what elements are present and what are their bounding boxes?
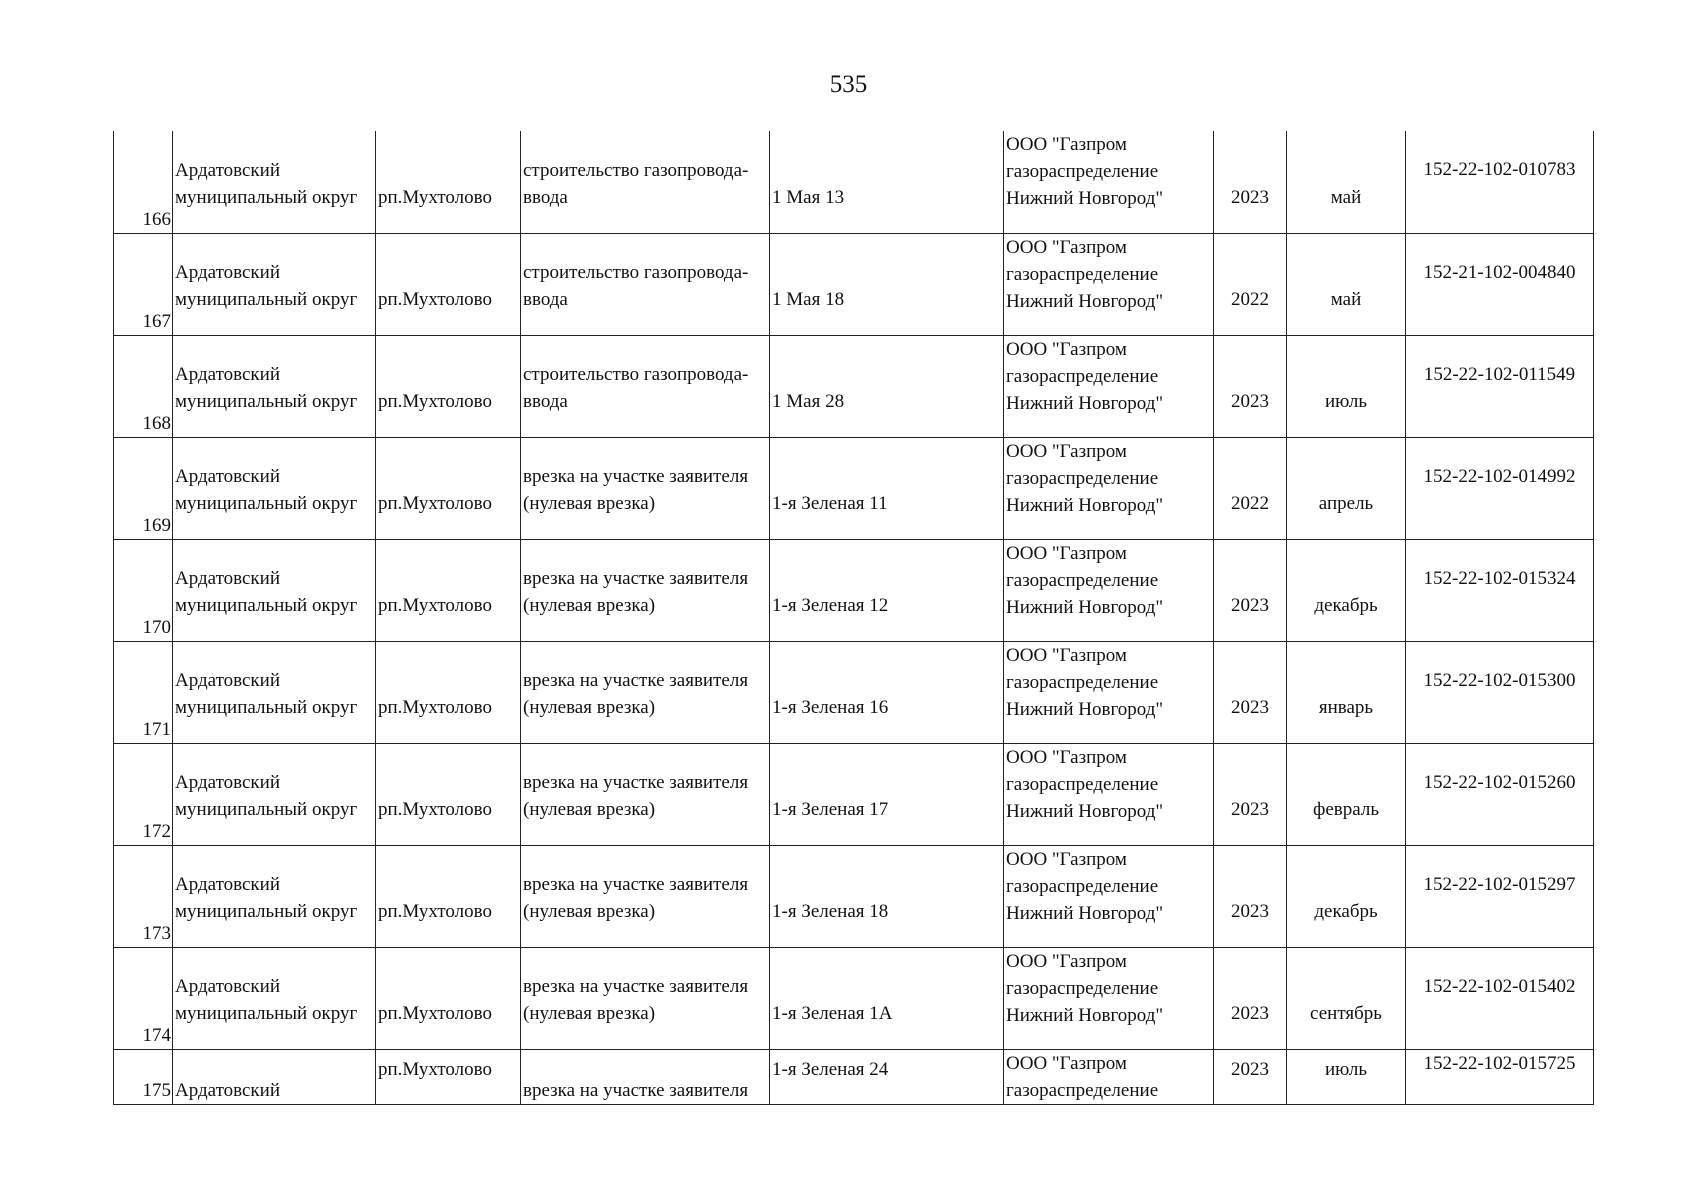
gasification-table (113, 131, 1594, 1105)
work-type-cell-line: врезка на участке заявителя (523, 975, 749, 997)
district-cell-line: муниципальный округ (175, 288, 358, 310)
settlement-cell-line: рп.Мухтолово (378, 798, 492, 820)
organization-cell-line: ООО "Газпром (1006, 440, 1127, 462)
organization-cell-line: газораспределение (1006, 773, 1159, 795)
settlement-cell (376, 437, 521, 539)
settlement-cell (376, 947, 521, 1049)
address-cell (770, 437, 1004, 539)
organization-cell-line: газораспределение (1006, 1079, 1159, 1101)
table-row (114, 947, 1594, 1049)
application-id-cell (1406, 335, 1594, 437)
work-type-cell-line: (нулевая врезка) (523, 798, 656, 820)
district-cell-line: Ардатовский (175, 363, 280, 385)
row-number (114, 845, 173, 947)
month-cell (1287, 233, 1406, 335)
year-cell (1214, 437, 1287, 539)
district-cell (173, 947, 376, 1049)
district-cell-line: муниципальный округ (175, 798, 358, 820)
application-id-cell-line: 152-22-102-011549 (1423, 363, 1576, 385)
month-cell-line: май (1330, 186, 1362, 208)
work-type-cell-line: (нулевая врезка) (523, 594, 656, 616)
district-cell-line: Ардатовский (175, 1079, 280, 1101)
application-id-cell-line: 152-22-102-015300 (1423, 669, 1576, 691)
organization-cell (1004, 1049, 1214, 1104)
settlement-cell-line: рп.Мухтолово (378, 186, 492, 208)
district-cell (173, 233, 376, 335)
district-cell-line: муниципальный округ (175, 594, 358, 616)
address-cell-line: 1-я Зеленая 24 (772, 1058, 889, 1080)
organization-cell-line: ООО "Газпром (1006, 338, 1127, 360)
month-cell-line: декабрь (1314, 900, 1378, 922)
year-cell (1214, 131, 1287, 233)
settlement-cell (376, 539, 521, 641)
organization-cell-line: газораспределение (1006, 263, 1159, 285)
settlement-cell-line: рп.Мухтолово (378, 1002, 492, 1024)
organization-cell (1004, 539, 1214, 641)
organization-cell-line: Нижний Новгород" (1006, 902, 1164, 924)
work-type-cell-line: ввода (523, 390, 568, 412)
settlement-cell (376, 131, 521, 233)
work-type-cell-line: строительство газопровода- (523, 363, 749, 385)
settlement-cell (376, 743, 521, 845)
row-number-line: 171 (142, 718, 171, 740)
address-cell-line: 1 Мая 18 (772, 288, 845, 310)
month-cell (1287, 947, 1406, 1049)
organization-cell-line: Нижний Новгород" (1006, 698, 1164, 720)
month-cell (1287, 437, 1406, 539)
table-row (114, 233, 1594, 335)
address-cell-line: 1-я Зеленая 12 (772, 594, 889, 616)
table-row (114, 437, 1594, 539)
organization-cell-line: газораспределение (1006, 161, 1159, 182)
settlement-cell (376, 1049, 521, 1104)
application-id-cell (1406, 1049, 1594, 1104)
address-cell (770, 131, 1004, 233)
month-cell-line: июль (1324, 390, 1368, 412)
organization-cell-line: Нижний Новгород" (1006, 800, 1164, 822)
address-cell (770, 1049, 1004, 1104)
row-number (114, 335, 173, 437)
district-cell-line: Ардатовский (175, 159, 280, 181)
address-cell-line: 1-я Зеленая 1А (772, 1002, 893, 1024)
district-cell-line: Ардатовский (175, 261, 280, 283)
month-cell-line: июль (1324, 1058, 1368, 1080)
year-cell (1214, 539, 1287, 641)
organization-cell (1004, 947, 1214, 1049)
application-id-cell-line: 152-22-102-010783 (1423, 159, 1576, 180)
row-number-line: 167 (142, 310, 171, 332)
district-cell (173, 743, 376, 845)
organization-cell-line: ООО "Газпром (1006, 134, 1127, 155)
work-type-cell-line: (нулевая врезка) (523, 900, 656, 922)
district-cell (173, 641, 376, 743)
work-type-cell (521, 743, 770, 845)
row-number (114, 641, 173, 743)
row-number (114, 131, 173, 233)
work-type-cell (521, 437, 770, 539)
work-type-cell (521, 335, 770, 437)
organization-cell (1004, 233, 1214, 335)
page-number: 535 (829, 71, 868, 98)
month-cell (1287, 131, 1406, 233)
district-cell-line: Ардатовский (175, 771, 280, 793)
application-id-cell (1406, 743, 1594, 845)
settlement-cell-line: рп.Мухтолово (378, 390, 492, 412)
year-cell-line: 2023 (1231, 1058, 1269, 1080)
application-id-cell (1406, 437, 1594, 539)
year-cell (1214, 845, 1287, 947)
year-cell-line: 2022 (1231, 288, 1269, 310)
organization-cell-line: газораспределение (1006, 467, 1159, 489)
work-type-cell-line: ввода (523, 288, 568, 310)
work-type-cell (521, 845, 770, 947)
organization-cell (1004, 845, 1214, 947)
month-cell (1287, 335, 1406, 437)
month-cell (1287, 539, 1406, 641)
settlement-cell (376, 845, 521, 947)
work-type-cell-line: (нулевая врезка) (523, 1002, 656, 1024)
month-cell (1287, 1049, 1406, 1104)
row-number-line: 172 (142, 820, 171, 842)
year-cell-line: 2023 (1231, 390, 1269, 412)
month-cell-line: май (1330, 288, 1362, 310)
address-cell-line: 1-я Зеленая 11 (772, 492, 888, 514)
settlement-cell-line: рп.Мухтолово (378, 696, 492, 718)
address-cell (770, 743, 1004, 845)
organization-cell-line: ООО "Газпром (1006, 1052, 1127, 1074)
table-row (114, 845, 1594, 947)
settlement-cell-line: рп.Мухтолово (378, 1058, 492, 1080)
address-cell-line: 1 Мая 28 (772, 390, 845, 412)
year-cell-line: 2023 (1231, 900, 1269, 922)
district-cell-line: Ардатовский (175, 567, 280, 589)
district-cell (173, 437, 376, 539)
organization-cell-line: Нижний Новгород" (1006, 188, 1164, 209)
organization-cell-line: газораспределение (1006, 365, 1159, 387)
row-number (114, 1049, 173, 1104)
year-cell-line: 2022 (1231, 492, 1269, 514)
application-id-cell (1406, 641, 1594, 743)
table-row (114, 743, 1594, 845)
row-number (114, 539, 173, 641)
year-cell-line: 2023 (1231, 1002, 1269, 1024)
organization-cell (1004, 437, 1214, 539)
work-type-cell-line: врезка на участке заявителя (523, 465, 749, 487)
district-cell (173, 335, 376, 437)
address-cell-line: 1-я Зеленая 18 (772, 900, 889, 922)
district-cell (173, 131, 376, 233)
year-cell-line: 2023 (1231, 696, 1269, 718)
organization-cell (1004, 743, 1214, 845)
application-id-cell-line: 152-22-102-015297 (1423, 873, 1576, 895)
work-type-cell-line: строительство газопровода- (523, 159, 749, 181)
district-cell-line: Ардатовский (175, 975, 280, 997)
settlement-cell (376, 233, 521, 335)
settlement-cell (376, 641, 521, 743)
row-number (114, 743, 173, 845)
organization-cell-line: газораспределение (1006, 875, 1159, 897)
month-cell (1287, 845, 1406, 947)
row-number (114, 437, 173, 539)
organization-cell-line: ООО "Газпром (1006, 746, 1127, 768)
row-number-line: 169 (142, 514, 171, 536)
row-number (114, 233, 173, 335)
district-cell-line: муниципальный округ (175, 900, 358, 922)
application-id-cell (1406, 539, 1594, 641)
district-cell (173, 1049, 376, 1104)
organization-cell-line: Нижний Новгород" (1006, 494, 1164, 516)
address-cell (770, 335, 1004, 437)
work-type-cell (521, 641, 770, 743)
month-cell-line: апрель (1318, 492, 1374, 514)
organization-cell-line: ООО "Газпром (1006, 236, 1127, 258)
work-type-cell-line: (нулевая врезка) (523, 696, 656, 718)
row-number (114, 947, 173, 1049)
month-cell-line: сентябрь (1310, 1002, 1382, 1024)
table-row (114, 335, 1594, 437)
work-type-cell-line: врезка на участке заявителя (523, 1079, 749, 1101)
work-type-cell-line: врезка на участке заявителя (523, 771, 749, 793)
district-cell-line: Ардатовский (175, 873, 280, 895)
address-cell (770, 947, 1004, 1049)
application-id-cell (1406, 131, 1594, 233)
address-cell-line: 1-я Зеленая 17 (772, 798, 889, 820)
row-number-line: 173 (142, 922, 171, 944)
application-id-cell (1406, 947, 1594, 1049)
work-type-cell-line: врезка на участке заявителя (523, 873, 749, 895)
district-cell-line: муниципальный округ (175, 696, 358, 718)
address-cell (770, 539, 1004, 641)
application-id-cell (1406, 233, 1594, 335)
table-body (114, 131, 1594, 1104)
month-cell-line: январь (1318, 696, 1374, 718)
application-id-cell-line: 152-22-102-014992 (1423, 465, 1576, 487)
table-row (114, 1049, 1594, 1104)
district-cell-line: муниципальный округ (175, 492, 358, 514)
table-row (114, 641, 1594, 743)
work-type-cell-line: строительство газопровода- (523, 261, 749, 283)
year-cell (1214, 947, 1287, 1049)
address-cell (770, 641, 1004, 743)
month-cell-line: февраль (1313, 798, 1379, 820)
year-cell (1214, 335, 1287, 437)
year-cell (1214, 743, 1287, 845)
row-number-line: 170 (142, 616, 171, 638)
application-id-cell-line: 152-22-102-015725 (1423, 1052, 1576, 1074)
address-cell-line: 1 Мая 13 (772, 186, 845, 208)
organization-cell-line: ООО "Газпром (1006, 542, 1127, 564)
settlement-cell-line: рп.Мухтолово (378, 900, 492, 922)
row-number-line: 174 (142, 1024, 171, 1046)
application-id-cell-line: 152-22-102-015402 (1423, 975, 1576, 997)
organization-cell-line: ООО "Газпром (1006, 950, 1127, 972)
organization-cell-line: Нижний Новгород" (1006, 596, 1164, 618)
settlement-cell-line: рп.Мухтолово (378, 492, 492, 514)
settlement-cell (376, 335, 521, 437)
organization-cell-line: Нижний Новгород" (1006, 392, 1164, 414)
settlement-cell-line: рп.Мухтолово (378, 594, 492, 616)
work-type-cell (521, 1049, 770, 1104)
application-id-cell-line: 152-22-102-015260 (1423, 771, 1576, 793)
address-cell-line: 1-я Зеленая 16 (772, 696, 889, 718)
work-type-cell-line: (нулевая врезка) (523, 492, 656, 514)
row-number-line: 166 (142, 208, 171, 230)
work-type-cell (521, 233, 770, 335)
year-cell-line: 2023 (1231, 594, 1269, 616)
application-id-cell-line: 152-21-102-004840 (1423, 261, 1576, 283)
work-type-cell-line: врезка на участке заявителя (523, 567, 749, 589)
organization-cell (1004, 131, 1214, 233)
district-cell (173, 845, 376, 947)
table-row (114, 131, 1594, 233)
address-cell (770, 233, 1004, 335)
settlement-cell-line: рп.Мухтолово (378, 288, 492, 310)
row-number-line: 168 (142, 412, 171, 434)
district-cell-line: Ардатовский (175, 465, 280, 487)
organization-cell (1004, 335, 1214, 437)
district-cell (173, 539, 376, 641)
organization-cell-line: ООО "Газпром (1006, 848, 1127, 870)
year-cell (1214, 1049, 1287, 1104)
month-cell (1287, 743, 1406, 845)
work-type-cell-line: ввода (523, 186, 568, 208)
month-cell-line: декабрь (1314, 594, 1378, 616)
year-cell-line: 2023 (1231, 186, 1269, 208)
application-id-cell (1406, 845, 1594, 947)
year-cell (1214, 233, 1287, 335)
work-type-cell (521, 947, 770, 1049)
year-cell-line: 2023 (1231, 798, 1269, 820)
table-row (114, 539, 1594, 641)
application-id-cell-line: 152-22-102-015324 (1423, 567, 1576, 589)
work-type-cell (521, 131, 770, 233)
work-type-cell (521, 539, 770, 641)
district-cell-line: муниципальный округ (175, 390, 358, 412)
work-type-cell-line: врезка на участке заявителя (523, 669, 749, 691)
organization-cell-line: Нижний Новгород" (1006, 1004, 1164, 1026)
address-cell (770, 845, 1004, 947)
row-number-line: 175 (142, 1079, 171, 1101)
organization-cell-line: газораспределение (1006, 671, 1159, 693)
organization-cell-line: ООО "Газпром (1006, 644, 1127, 666)
year-cell (1214, 641, 1287, 743)
organization-cell-line: газораспределение (1006, 977, 1159, 999)
organization-cell-line: Нижний Новгород" (1006, 290, 1164, 312)
organization-cell (1004, 641, 1214, 743)
organization-cell-line: газораспределение (1006, 569, 1159, 591)
district-cell-line: муниципальный округ (175, 186, 358, 208)
district-cell-line: Ардатовский (175, 669, 280, 691)
district-cell-line: муниципальный округ (175, 1002, 358, 1024)
month-cell (1287, 641, 1406, 743)
